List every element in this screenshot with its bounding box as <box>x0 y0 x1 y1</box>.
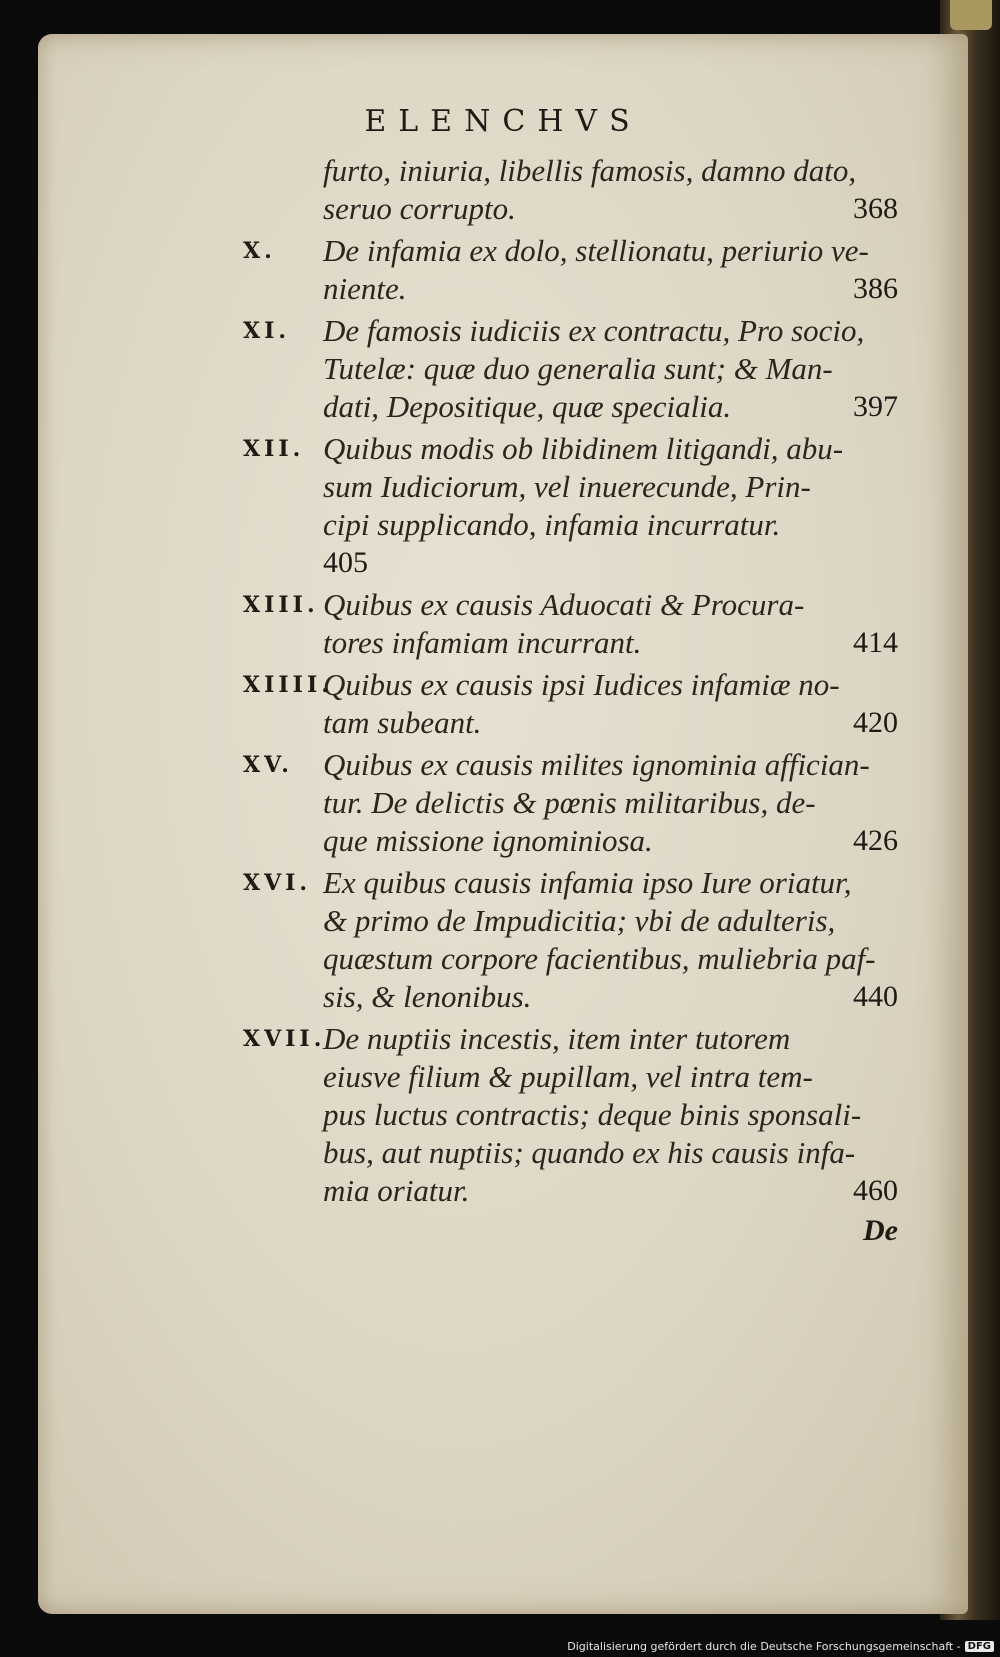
entry-line: furto, iniuria, libellis famosis, damno dato, <box>323 153 857 188</box>
entry-numeral: XIIII. <box>243 672 333 698</box>
entry-numeral: XI. <box>243 318 291 344</box>
index-entry <box>38 1020 968 1210</box>
index-entry <box>38 586 968 662</box>
entry-line: & primo de Impudicitia; vbi de adulteris, <box>323 903 836 938</box>
entry-line: niente. <box>323 271 407 306</box>
index-entry <box>38 864 968 1016</box>
entry-line: De infamia ex dolo, stellionatu, periurio ve- <box>323 233 869 268</box>
dfg-logo-icon: DFG <box>965 1641 994 1652</box>
entry-numeral: X. <box>243 238 276 264</box>
entry-page-number: 397 <box>853 390 898 423</box>
entry-page-number: 414 <box>853 626 898 659</box>
entry-line: eiusve filium & pupillam, vel intra tem- <box>323 1059 813 1094</box>
entry-numeral: XVII. <box>243 1026 326 1052</box>
entry-line: Quibus ex causis Aduocati & Procura- <box>323 587 805 622</box>
entry-line: cipi supplicando, infamia incurratur. <box>323 507 781 542</box>
entry-line: Quibus ex causis ipsi Iudices infamiæ no- <box>323 667 840 702</box>
index-entries <box>38 152 968 1214</box>
entry-line: bus, aut nuptiis; quando ex his causis infa- <box>323 1135 856 1170</box>
catchword: De <box>863 1214 898 1247</box>
entry-line: seruo corrupto. <box>323 191 516 226</box>
entry-page-number: 440 <box>853 980 898 1013</box>
footer-credit: Digitalisierung gefördert durch die Deutsche Forschungsgemeinschaft - <box>567 1640 961 1653</box>
entry-page-number: 405 <box>323 546 368 579</box>
index-entry <box>38 666 968 742</box>
index-entry <box>38 312 968 426</box>
entry-page-number: 460 <box>853 1174 898 1207</box>
entry-line: Tutelæ: quæ duo generalia sunt; & Man- <box>323 351 833 386</box>
entry-numeral: XV. <box>243 752 293 778</box>
digitization-footer <box>567 1640 994 1653</box>
entry-line: Quibus ex causis milites ignominia affician- <box>323 747 870 782</box>
entry-page-number: 368 <box>853 192 898 225</box>
entry-page-number: 386 <box>853 272 898 305</box>
index-entry <box>38 746 968 860</box>
index-entry <box>38 232 968 308</box>
index-entry <box>38 430 968 582</box>
entry-line: tores infamiam incurrant. <box>323 625 642 660</box>
book-page <box>38 34 968 1614</box>
entry-line: De famosis iudiciis ex contractu, Pro socio, <box>323 313 865 348</box>
entry-line: dati, Depositique, quæ specialia. <box>323 389 732 424</box>
entry-line: De nuptiis incestis, item inter tutorem <box>323 1021 791 1056</box>
entry-line: que missione ignominiosa. <box>323 823 653 858</box>
entry-line: tur. De delictis & pœnis militaribus, de- <box>323 785 816 820</box>
entry-page-number: 420 <box>853 706 898 739</box>
entry-line: sum Iudiciorum, vel inuerecunde, Prin- <box>323 469 811 504</box>
running-head: ELENCHVS <box>364 104 642 139</box>
entry-line: tam subeant. <box>323 705 482 740</box>
entry-line: Quibus modis ob libidinem litigandi, abu- <box>323 431 844 466</box>
entry-line: sis, & lenonibus. <box>323 979 532 1014</box>
entry-line: pus luctus contractis; deque binis sponsali- <box>323 1097 862 1132</box>
index-entry <box>38 152 968 228</box>
entry-numeral: XIII. <box>243 592 319 618</box>
entry-line: quæstum corpore facientibus, muliebria paf- <box>323 941 876 976</box>
spine-label <box>950 0 992 30</box>
entry-numeral: XVI. <box>243 870 312 896</box>
entry-line: mia oriatur. <box>323 1173 470 1208</box>
entry-numeral: XII. <box>243 436 305 462</box>
entry-page-number: 426 <box>853 824 898 857</box>
entry-line: Ex quibus causis infamia ipso Iure oriatur, <box>323 865 852 900</box>
